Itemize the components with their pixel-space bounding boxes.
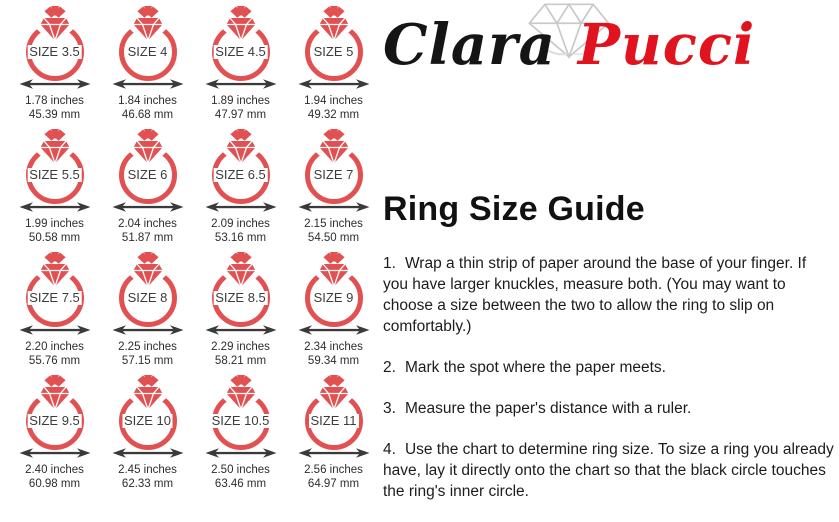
diameter-inches: 1.89 inches xyxy=(211,95,270,107)
diameter-mm: 60.98 mm xyxy=(28,478,81,491)
ring-size-label: SIZE 7.5 xyxy=(29,290,80,305)
ring-measurements xyxy=(194,340,287,368)
diameter-inches: 2.40 inches xyxy=(25,464,84,476)
diameter-inches: 2.20 inches xyxy=(25,341,84,353)
diameter-mm: 50.58 mm xyxy=(28,232,81,245)
ring-diagram xyxy=(204,374,278,458)
ring-measurements xyxy=(8,217,101,245)
diameter-mm: 46.68 mm xyxy=(121,109,174,122)
ring-measurements xyxy=(287,94,380,122)
ring-size-cell xyxy=(8,128,101,251)
step-text: Use the chart to determine ring size. To size a ring you already have, lay it directly onto the chart so that the black circle touches the ring's inner circle. xyxy=(383,441,834,500)
ring-size-label: SIZE 8 xyxy=(127,290,168,305)
diameter-inches: 2.04 inches xyxy=(118,218,177,230)
diameter-mm: 58.21 mm xyxy=(214,355,267,368)
ring-size-label: SIZE 3.5 xyxy=(29,44,80,59)
brand-word-pucci: Pucci xyxy=(577,12,756,78)
instruction-step-3 xyxy=(383,398,835,419)
ring-measurements xyxy=(8,94,101,122)
step-text: Wrap a thin strip of paper around the base of your finger. If you have larger knuckles, measure both. (You may want to choose a size between the two to allow the ring to slip on comfortably.) xyxy=(383,255,807,335)
ring-size-cell xyxy=(287,251,380,374)
ring-size-cell xyxy=(8,374,101,497)
ring-size-label: SIZE 5 xyxy=(313,44,354,59)
diameter-mm: 54.50 mm xyxy=(307,232,360,245)
diameter-inches: 2.29 inches xyxy=(211,341,270,353)
ring-measurements xyxy=(101,463,194,491)
step-text: Measure the paper's distance with a ruler. xyxy=(404,400,692,417)
diameter-mm: 63.46 mm xyxy=(214,478,267,491)
ring-size-cell xyxy=(101,128,194,251)
diameter-inches: 2.50 inches xyxy=(211,464,270,476)
ring-size-cell xyxy=(8,251,101,374)
brand-logo xyxy=(383,0,835,110)
diameter-inches: 1.94 inches xyxy=(304,95,363,107)
diameter-mm: 55.76 mm xyxy=(28,355,81,368)
ring-size-cell xyxy=(194,374,287,497)
ring-size-cell xyxy=(101,374,194,497)
ring-diagram xyxy=(297,251,371,335)
diameter-mm: 49.32 mm xyxy=(307,109,360,122)
ring-size-cell xyxy=(194,5,287,128)
ring-size-label: SIZE 7 xyxy=(313,167,354,182)
ring-size-label: SIZE 10 xyxy=(124,413,171,428)
ring-size-label: SIZE 9 xyxy=(313,290,354,305)
diameter-inches: 2.09 inches xyxy=(211,218,270,230)
ring-diagram xyxy=(111,374,185,458)
ring-diagram xyxy=(204,128,278,212)
diameter-mm: 51.87 mm xyxy=(121,232,174,245)
step-text: Mark the spot where the paper meets. xyxy=(404,359,666,376)
instructions-section xyxy=(383,190,835,522)
ring-size-label: SIZE 11 xyxy=(310,413,357,428)
ring-size-label: SIZE 6.5 xyxy=(215,167,266,182)
ring-measurements xyxy=(8,340,101,368)
ring-size-cell xyxy=(194,128,287,251)
diameter-mm: 59.34 mm xyxy=(307,355,360,368)
ring-measurements xyxy=(101,340,194,368)
diameter-inches: 1.99 inches xyxy=(25,218,84,230)
ring-measurements xyxy=(287,340,380,368)
ring-diagram xyxy=(204,251,278,335)
diameter-mm: 64.97 mm xyxy=(307,478,360,491)
ring-size-cell xyxy=(287,5,380,128)
diameter-inches: 1.84 inches xyxy=(118,95,177,107)
guide-panel xyxy=(383,0,835,500)
instruction-step-1 xyxy=(383,253,835,337)
ring-size-cell xyxy=(194,251,287,374)
diameter-inches: 2.45 inches xyxy=(118,464,177,476)
page-title: Ring Size Guide xyxy=(383,190,645,228)
diameter-inches: 1.78 inches xyxy=(25,95,84,107)
ring-measurements xyxy=(101,217,194,245)
diameter-mm: 53.16 mm xyxy=(214,232,267,245)
step-number: 1. xyxy=(383,255,396,272)
step-number: 3. xyxy=(383,400,396,417)
ring-size-label: SIZE 4 xyxy=(127,44,168,59)
ring-diagram xyxy=(111,128,185,212)
ring-size-label: SIZE 5.5 xyxy=(29,167,80,182)
ring-size-label: SIZE 10.5 xyxy=(211,413,270,428)
ring-measurements xyxy=(287,463,380,491)
diameter-inches: 2.34 inches xyxy=(304,341,363,353)
diameter-mm: 62.33 mm xyxy=(121,478,174,491)
instruction-step-2 xyxy=(383,357,835,378)
step-number: 4. xyxy=(383,441,396,458)
ring-measurements xyxy=(194,94,287,122)
diameter-inches: 2.56 inches xyxy=(304,464,363,476)
ring-diagram xyxy=(204,5,278,89)
ring-diagram xyxy=(297,374,371,458)
brand-name xyxy=(383,12,755,78)
ring-measurements xyxy=(8,463,101,491)
ring-measurements xyxy=(194,217,287,245)
ring-diagram xyxy=(18,251,92,335)
diameter-mm: 57.15 mm xyxy=(121,355,174,368)
ring-size-cell xyxy=(101,251,194,374)
ring-size-label: SIZE 8.5 xyxy=(215,290,266,305)
ring-size-cell xyxy=(287,374,380,497)
diameter-inches: 2.15 inches xyxy=(304,218,363,230)
ring-measurements xyxy=(287,217,380,245)
diameter-mm: 45.39 mm xyxy=(28,109,81,122)
ring-size-cell xyxy=(8,5,101,128)
ring-size-label: SIZE 6 xyxy=(127,167,168,182)
ring-measurements xyxy=(194,463,287,491)
ring-diagram xyxy=(297,5,371,89)
ring-size-label: SIZE 4.5 xyxy=(215,44,266,59)
ring-size-chart xyxy=(8,5,380,497)
ring-diagram xyxy=(18,5,92,89)
ring-diagram xyxy=(18,128,92,212)
diameter-inches: 2.25 inches xyxy=(118,341,177,353)
ring-size-cell xyxy=(101,5,194,128)
ring-measurements xyxy=(101,94,194,122)
ring-diagram xyxy=(297,128,371,212)
ring-diagram xyxy=(18,374,92,458)
instruction-step-4 xyxy=(383,439,835,502)
ring-size-label: SIZE 9.5 xyxy=(29,413,80,428)
ring-diagram xyxy=(111,251,185,335)
ring-size-cell xyxy=(287,128,380,251)
diameter-mm: 47.97 mm xyxy=(214,109,267,122)
ring-diagram xyxy=(111,5,185,89)
step-number: 2. xyxy=(383,359,396,376)
brand-word-clara: Clara xyxy=(383,12,556,78)
